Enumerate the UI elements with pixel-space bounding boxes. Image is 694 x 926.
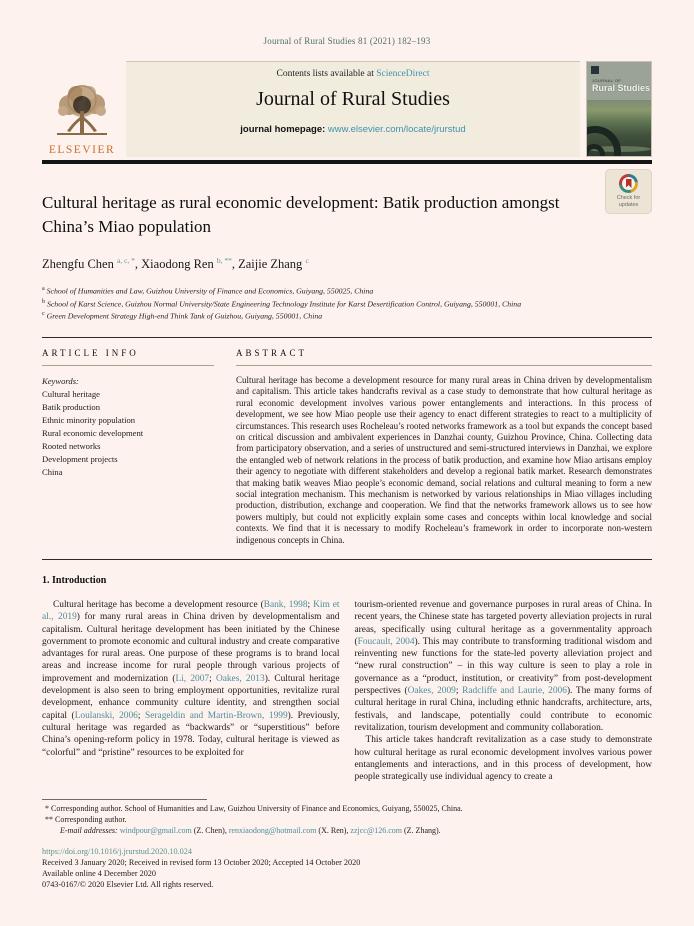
affiliation-a-marker: a [42,286,45,293]
text-segment: ; [137,710,146,721]
affiliation-list [42,285,652,323]
text-segment: Cultural heritage has become a development resource ( [53,600,264,610]
author-2-affil-link[interactable]: b, ** [216,256,232,266]
text-segment: ) for many rural areas in China driven by developmentalism and capitalism. Cultural heritage development has been initiated by the Chinese government to promote economic and cultural industry and create comparative advantages for rural areas. One purpose of these programs is to brand local areas and increase income for rural people through various projects of improvement and modernization ( [42,612,340,684]
crossmark-ring-icon [619,174,638,193]
homepage-label: journal homepage: [240,124,328,135]
journal-citation-header: Journal of Rural Studies 81 (2021) 182–193 [263,36,431,46]
badge-text-line1: Check for [616,195,641,201]
keyword-item: Rural economic development [42,427,144,438]
intro-paragraph-right-2: This article takes handcraft revitalization as a case study to demonstrate how cultural heritage as rural economic development involves various power entanglements and interactions, and in this process of development, how people strategically use individual agency to create a [354,735,652,783]
text-segment: tourism-oriented revenue and governance purposes in rural areas of China. In recent years, the Chinese state has targeted poverty alleviation projects in rural areas, specifically using cultural heritage as a governmentality approach ( [354,600,652,647]
abstract-text: Cultural heritage has become a development resource for many rural areas in China driven by developmentalism and capitalism. This article takes handcrafts revival as a case study to demonstrate that how cultural heritage as rural economic development involves various power entanglements and interactions. In this process of development, we see how Miao people use their agency to enact different strategies to react to a multiplicity of circumstances. This research uses Rocheleau’s rooted networks framework as a tool but expands the concept based on critical discussion and ambivalent experiences in Danzhai county, Guizhou Province, China. Collecting data from participatory observation, and a series of unstructured and semi-structured interviews in Danzhai, we explore the entangled web of network relations in the process of batik production, and examine how Miao artisans employ their agency to negotiate with different stakeholders and develop a regional batik market. Research demonstrates that making batik weaves Miao people’s economic demand, social relations and cultural meaning to form a new social integration mechanism. This mechanism is networked by various relationships in Miao villages including production, distribution, exchange and cooperation. We find that the networks framework allows us to see how powers multiply, but could not explicitly explain some cases and concepts within local knowledge and social contexts. We find that it is necessary to modify Rocheleau’s framework in order to incorporate non-western indigenous concepts in China. [236,374,652,545]
keywords-label: Keywords: [42,375,79,386]
text-segment: ). The many forms of cultural heritage in rural China, including ethnic handcrafts, architecture, arts, festivals, and landscape, potentially could contribute to economic revitalization, tourism development and community collaboration. [354,686,652,733]
text-segment: ). This may contribute to transforming traditional wisdom and reinventing new functions for the state-led poverty alleviation project and “new rural construction” – in this way culture is seen to play a role in governance as a “product, institution, or creativity” from post-development perspectives ( [354,636,652,697]
body-column-left [42,599,340,783]
received-dates: Received 3 January 2020; Received in revised form 13 October 2020; Accepted 14 October 2020 [42,858,361,868]
keyword-item: Batik production [42,401,100,412]
text-segment: (X. Ren), [316,826,351,836]
author-1-affil-link[interactable]: a, c, * [116,256,135,266]
keyword-item: Rooted networks [42,440,101,451]
article-info-heading: ARTICLE INFO [42,338,214,366]
keyword-item: China [42,466,63,477]
badge-text [617,195,641,208]
text-segment: ; [307,600,314,610]
author-separator: , [231,257,239,272]
article-footer [42,846,652,891]
copyright-line: 0743-0167/© 2020 Elsevier Ltd. All rights reserved. [42,880,214,890]
keywords-section [42,366,214,479]
affiliation-b-marker: b [42,298,45,305]
contents-line [130,69,576,79]
body-column-right [355,599,653,783]
inline-link[interactable]: Li, 2007 [175,673,210,684]
cover-kicker: JOURNAL OF [592,78,622,83]
text-segment: ). Cultural heritage development is also seen to bring employment opportunities, revitalize rural development, enhance community culture identity, and strengthen social capital ( [42,673,340,721]
inline-link[interactable]: windpour@gmail.com [119,826,192,836]
cover-title: Rural Studies [592,83,651,93]
inline-link[interactable]: Bank, 1998 [263,600,308,610]
elsevier-wordmark: ELSEVIER [48,144,116,156]
author-list [42,256,652,272]
text-segment: E-mail addresses: [60,826,120,836]
footnote-marker-2: ** [45,815,53,825]
affiliation-a [42,285,652,298]
check-for-updates-badge[interactable] [605,169,652,214]
inline-link[interactable]: Kim et al., 2019 [42,600,340,623]
cover-publisher-mark [591,66,599,74]
text-segment: ). Previously, cultural heritage was regarded as “backwards” or “superstitious” before China’s opening-reform policy in 1978. Today, cultural heritage is viewed as “colorful” and “pristine” resources to be exploited for [42,710,340,758]
masthead-divider [42,160,652,164]
sciencedirect-link[interactable]: ScienceDirect [376,69,430,79]
body-columns [42,599,652,783]
bookmark-icon [626,179,632,188]
homepage-line [130,124,576,135]
footnote-corresponding-1 [42,804,652,815]
homepage-link[interactable]: www.elsevier.com/locate/jrurstud [327,124,466,135]
author-1-name: Zhengfu Chen [42,257,114,272]
inline-link[interactable]: renxiaodong@hotmail.com [228,826,317,836]
author-3-name: Zaijie Zhang [238,257,303,272]
footnote-divider [42,799,207,800]
masthead [42,61,652,157]
elsevier-logo [42,61,122,157]
intro-paragraph-left [42,599,340,759]
abstract-heading: ABSTRACT [236,338,652,366]
section-heading-introduction: 1. Introduction [42,575,107,586]
article-info-abstract-block [42,337,652,560]
text-segment: (Z. Chen), [191,826,229,836]
affiliation-b [42,298,652,311]
keyword-item: Cultural heritage [42,388,100,399]
elsevier-tree-icon [49,81,115,143]
text-segment: ; [209,673,216,684]
article-info-column [42,338,214,546]
footnote-text-1: Corresponding author. School of Humanities and Law, Guizhou University of Finance and Economics, Guiyang, 550025, China. [51,804,463,814]
footnotes [42,804,652,836]
inline-link[interactable]: Serageldin and Martin-Brown, 1999 [145,710,288,721]
author-1 [42,257,135,271]
text-segment: (Z. Zhang). [402,826,441,836]
author-3-affil-link[interactable]: c [305,256,309,266]
affiliation-b-text: School of Karst Science, Guizhou Normal University/State Engineering Technology Institute for Karst Desertification Control, Guiyang, 550001, China [46,299,522,309]
author-2-name: Xiaodong Ren [141,257,214,272]
journal-cover-thumbnail [586,61,652,157]
affiliation-c-marker: c [42,311,45,318]
contents-prefix: Contents lists available at [276,69,377,79]
affiliation-c-text: Green Development Strategy High-end Think Tank of Guizhou, Guiyang, 550001, China [46,312,323,321]
footnote-email-addresses [42,826,652,837]
affiliation-c [42,310,652,323]
author-2 [141,257,232,271]
article-title: Cultural heritage as rural economic development: Batik production amongst China’s Miao population [42,193,560,237]
inline-link[interactable]: Oakes, 2009 [407,686,456,697]
keyword-item: Development projects [42,453,118,464]
author-3 [238,257,309,271]
text-segment: ; [455,686,463,697]
doi-link[interactable]: https://doi.org/10.1016/j.jrurstud.2020.10.024 [42,846,192,856]
journal-title: Journal of Rural Studies [256,88,450,110]
inline-link[interactable]: Oakes, 2013 [215,673,265,684]
crossmark-ring-center [622,177,635,190]
inline-link[interactable]: zzjcc@126.com [350,826,402,836]
footnote-text-2: Corresponding author. [55,815,127,825]
abstract-column [236,338,652,546]
inline-link[interactable]: Foucault, 2004 [357,636,415,647]
footnote-marker-1: * [45,804,49,814]
available-online: Available online 4 December 2020 [42,869,156,879]
footnote-corresponding-2 [42,815,652,826]
intro-paragraph-right-1 [355,599,653,734]
badge-text-line2: updates [618,201,639,208]
inline-link[interactable]: Loulanski, 2006 [74,710,138,721]
keyword-item: Ethnic minority population [42,414,136,425]
author-separator: , [134,257,142,272]
masthead-box [126,61,580,157]
inline-link[interactable]: Radcliffe and Laurie, 2006 [462,686,567,697]
affiliation-a-text: School of Humanities and Law, Guizhou University of Finance and Economics, Guiyang, 550025, China [46,287,374,296]
